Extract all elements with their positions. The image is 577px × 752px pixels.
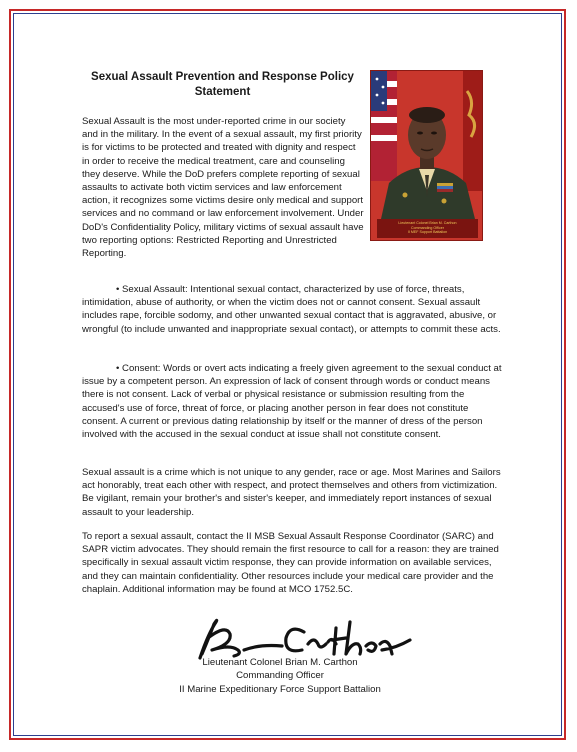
plate-unit: II MEF Support Battalion bbox=[407, 230, 448, 235]
signer-name: Lieutenant Colonel Brian M. Carthon bbox=[202, 657, 358, 668]
sexual-assault-definition: • Sexual Assault: Intentional sexual contact, characterized by use of force, threats, intimidation, abuse of authority, or when the victim does not or cannot consent. Sexual assault includes rape, forcible sodomy, and other unwanted sexual contact that is aggravated, abusive, or wrongful (to include unwanted and inappropriate sexual contact), or attempts to commit these acts. bbox=[82, 284, 501, 335]
report-paragraph: To report a sexual assault, contact the II MSB Sexual Assault Response Coordinator (SARC) and SAPR victim advocates. They should remain the first resource to call for a reason: they are trained specifically in sexual assault victim response, they can provide information on available services, and they can maintain confidentiality. Other resources include your medical care provider and the chaplain. Additional information may be found at MCO 1752.5C. bbox=[82, 531, 499, 595]
plate-name: Lieutenant Colonel Brian M. Carthon bbox=[398, 221, 457, 225]
commander-portrait bbox=[370, 70, 483, 241]
signer-role: Commanding Officer bbox=[236, 670, 324, 682]
portrait-image bbox=[371, 71, 483, 241]
handwritten-signature bbox=[186, 614, 416, 662]
signature-block bbox=[160, 656, 400, 696]
signer-unit: II Marine Expeditionary Force Support Battalion bbox=[179, 683, 381, 695]
consent-definition: • Consent: Words or overt acts indicating a freely given agreement to the sexual conduct at issue by a competent person. An expression of lack of consent through words or conduct means there is not consent. Lack of verbal or physical resistance or submission resulting from the accused's use of force, threat of force, or placing another person in fear does not constitute consent. A current or previous dating relationship by itself or the manner of dress of the person involved with the accused in the sexual conduct at issue shall not constitute consent. bbox=[82, 363, 502, 441]
intro-paragraph: Sexual Assault is the most under-reported crime in our society and in the military. In the event of a sexual assault, my first priority is for victims to be protected and treated with dignity and respect in order to receive the medical treatment, care and counseling they deserve. While the DoD prefers complete reporting of sexual assaults to activate both victim services and law enforcement action, it recognizes some victims desire only medical and support services and no command or law enforcement involvement. Under DoD's Confidentiality Policy, military victims of sexual assault have two reporting options: Restricted Reporting and Unrestricted Reporting. bbox=[82, 116, 364, 260]
plate-role: Commanding Officer bbox=[411, 225, 444, 230]
crime-paragraph: Sexual assault is a crime which is not unique to any gender, race or age. Most Marines and Sailors act honorably, treat each other with respect, and protect themselves and others from victimization. Be vigilant, remain your brother's and sister's keeper, and immediately report instances of sexual assault to your leadership. bbox=[82, 467, 501, 518]
document-title: Sexual Assault Prevention and Response Policy Statement bbox=[91, 71, 354, 98]
portrait-nameplate bbox=[377, 219, 478, 238]
